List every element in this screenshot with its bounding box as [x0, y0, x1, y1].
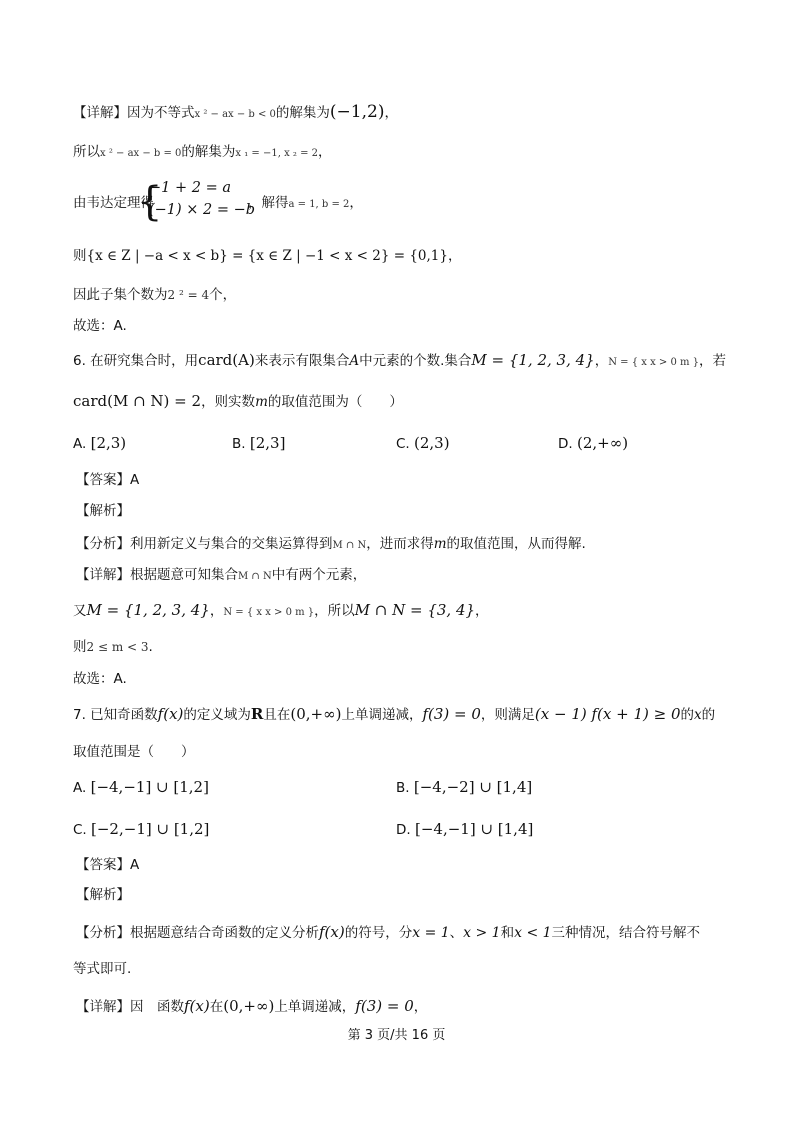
- set-M: M = {1, 2, 3, 4}: [86, 601, 210, 619]
- power: 2 ² = 4: [167, 288, 210, 302]
- label: B.: [396, 780, 410, 796]
- text: 的取值范围为（ ）: [267, 394, 403, 410]
- value: f(3) = 0: [355, 997, 414, 1015]
- label: D.: [558, 436, 573, 452]
- set-N: N = { x x > 0 m }: [223, 607, 315, 618]
- page-footer: 第 3 页/共 16 页: [347, 1028, 446, 1043]
- question-6-line-1: [73, 349, 726, 374]
- case: x = 1: [412, 925, 450, 941]
- text: 个，: [209, 287, 237, 303]
- answer-7: [76, 854, 139, 876]
- inequality: (x − 1) f(x + 1) ≥ 0: [534, 705, 681, 723]
- text: 中元素的个数.集合: [359, 353, 472, 369]
- text: ，: [209, 603, 224, 619]
- text: 中有两个元素，: [271, 567, 367, 583]
- values: a = 1, b = 2: [288, 199, 350, 210]
- label: B.: [232, 436, 246, 452]
- var: x: [694, 707, 702, 723]
- text: 、: [449, 925, 464, 941]
- question-6-line-2: [73, 390, 403, 413]
- text: ，: [448, 248, 462, 264]
- brace-icon: {: [137, 179, 163, 225]
- text: 故选：A.: [73, 671, 127, 687]
- case: x < 1: [514, 925, 552, 941]
- text: 上单调递减，: [274, 999, 356, 1015]
- text: 取值范围是（ ）: [73, 744, 195, 760]
- value: [−4,−1] ∪ [1,4]: [414, 820, 534, 838]
- equation: x ² − ax − b = 0: [100, 148, 182, 159]
- var: m: [255, 394, 268, 410]
- text: 因此子集个数为: [73, 287, 168, 303]
- text: 【答案】A: [76, 472, 140, 488]
- func: f(x): [319, 923, 345, 941]
- step-6-1: [73, 599, 489, 624]
- text: 又: [73, 603, 87, 619]
- question-7-line-2: [73, 741, 195, 763]
- solution-line-2: [73, 141, 332, 165]
- xiangjie-6: [76, 564, 366, 588]
- text: 的: [701, 707, 716, 723]
- text: ，则满足: [480, 707, 535, 723]
- option-7C: [73, 818, 209, 841]
- option-7A: [73, 776, 209, 799]
- text: 来表示有限集合: [254, 353, 350, 369]
- choice-line: [73, 315, 127, 337]
- text: 【分析】根据题意结合奇函数的定义分析: [76, 925, 319, 941]
- value: (2,3): [414, 434, 450, 452]
- solution-line-1: [73, 101, 398, 126]
- card-condition: card(M ∩ N) = 2: [73, 392, 202, 410]
- interval: (−1,2): [329, 102, 385, 122]
- system-eq-2: (−1) × 2 = −b: [149, 202, 256, 218]
- option-6B: [232, 432, 285, 455]
- set-M: M = {1, 2, 3, 4}: [471, 351, 595, 369]
- text: 【答案】A: [76, 857, 140, 873]
- range: 2 ≤ m < 3: [86, 640, 149, 654]
- option-7B: [396, 776, 532, 799]
- text: 和: [500, 925, 515, 941]
- text: ，解得: [248, 195, 289, 211]
- fenxi-7-line-1: [76, 921, 700, 944]
- value: (2,+∞): [576, 434, 629, 452]
- label: A.: [73, 780, 87, 796]
- fenxi-6: [76, 533, 586, 557]
- text: 的解集为: [275, 105, 330, 121]
- intersection: M ∩ N: [238, 571, 272, 582]
- vieta-result: [248, 192, 363, 216]
- text: ，则实数: [201, 394, 256, 410]
- text: 且在: [263, 707, 291, 723]
- case: x > 1: [463, 925, 501, 941]
- func: f(x): [157, 705, 184, 723]
- card-notation: card(A): [198, 351, 255, 369]
- solution-line-4: [73, 245, 462, 267]
- text: 则: [73, 639, 87, 655]
- var: m: [433, 536, 447, 552]
- question-7-line-1: [73, 703, 715, 726]
- set-N: N = { x x > 0 m }: [608, 357, 700, 368]
- text: 上单调递减，: [341, 707, 423, 723]
- value: [−4,−2] ∪ [1,4]: [413, 778, 533, 796]
- solution-line-5: [73, 284, 236, 306]
- inequality: x ² − ax − b < 0: [194, 109, 276, 120]
- text: 则: [73, 248, 87, 264]
- var: A: [349, 353, 360, 369]
- text: 在: [209, 999, 224, 1015]
- choice-6: [73, 668, 127, 690]
- analysis-7: [76, 884, 130, 906]
- roots: x ₁ = −1, x ₂ = 2: [235, 148, 318, 159]
- text: 的: [680, 707, 694, 723]
- text: 【详解】因为不等式: [73, 105, 195, 121]
- text: ，: [475, 603, 489, 619]
- text: 【解析】: [76, 503, 130, 519]
- option-6C: [396, 432, 450, 455]
- interval: (0,+∞): [290, 705, 342, 723]
- fenxi-7-line-2: [73, 958, 131, 980]
- text: 等式即可.: [73, 961, 132, 977]
- text: ，进而求得: [366, 536, 434, 552]
- option-6D: [558, 432, 628, 455]
- intersection-result: M ∩ N = {3, 4}: [354, 601, 476, 619]
- text: 所以: [73, 144, 100, 160]
- label: C.: [396, 436, 410, 452]
- func: f(x): [184, 997, 210, 1015]
- label: C.: [73, 822, 87, 838]
- value: f(3) = 0: [422, 705, 481, 723]
- interval: (0,+∞): [223, 997, 275, 1015]
- value: [−4,−1] ∪ [1,2]: [90, 778, 209, 796]
- text: ，所以: [314, 603, 355, 619]
- text: ，: [318, 144, 332, 160]
- label: A.: [73, 436, 87, 452]
- text: ，: [349, 195, 363, 211]
- text: 的定义域为: [183, 707, 251, 723]
- set-expression: {x ∈ Z | −a < x < b} = {x ∈ Z | −1 < x < 2} = {0,1}: [86, 248, 448, 264]
- text: 的解集为: [181, 144, 236, 160]
- text: 由韦达定理得: [73, 195, 154, 211]
- text: ，: [413, 999, 428, 1015]
- reals: R: [250, 705, 264, 723]
- label: D.: [396, 822, 411, 838]
- text: 6. 在研究集合时，用: [73, 353, 199, 369]
- text: ，: [384, 105, 398, 121]
- xiangjie-7: [76, 995, 427, 1018]
- text: 【解析】: [76, 887, 130, 903]
- text: 7. 已知奇函数: [73, 707, 158, 723]
- text: 【详解】根据题意可知集合: [76, 567, 238, 583]
- intersection: M ∩ N: [332, 540, 367, 551]
- value: [2,3]: [249, 434, 286, 452]
- text: 的取值范围，从而得解.: [446, 536, 586, 552]
- text: 的符号，分: [344, 925, 413, 941]
- value: [2,3): [90, 434, 127, 452]
- text: 【详解】因 函数: [76, 999, 184, 1015]
- text: ，若: [699, 353, 727, 369]
- text: 【分析】利用新定义与集合的交集运算得到: [76, 536, 333, 552]
- system-eq-1: −1 + 2 = a: [149, 180, 231, 196]
- text: 三种情况，结合符号解不: [551, 925, 701, 941]
- text: ，: [594, 353, 609, 369]
- text: 故选：A.: [73, 318, 127, 334]
- analysis-6: [76, 500, 130, 522]
- step-6-2: [73, 636, 153, 658]
- answer-6: [76, 469, 139, 491]
- option-6A: [73, 432, 126, 455]
- value: [−2,−1] ∪ [1,2]: [91, 820, 210, 838]
- text: .: [148, 639, 153, 655]
- option-7D: [396, 818, 533, 841]
